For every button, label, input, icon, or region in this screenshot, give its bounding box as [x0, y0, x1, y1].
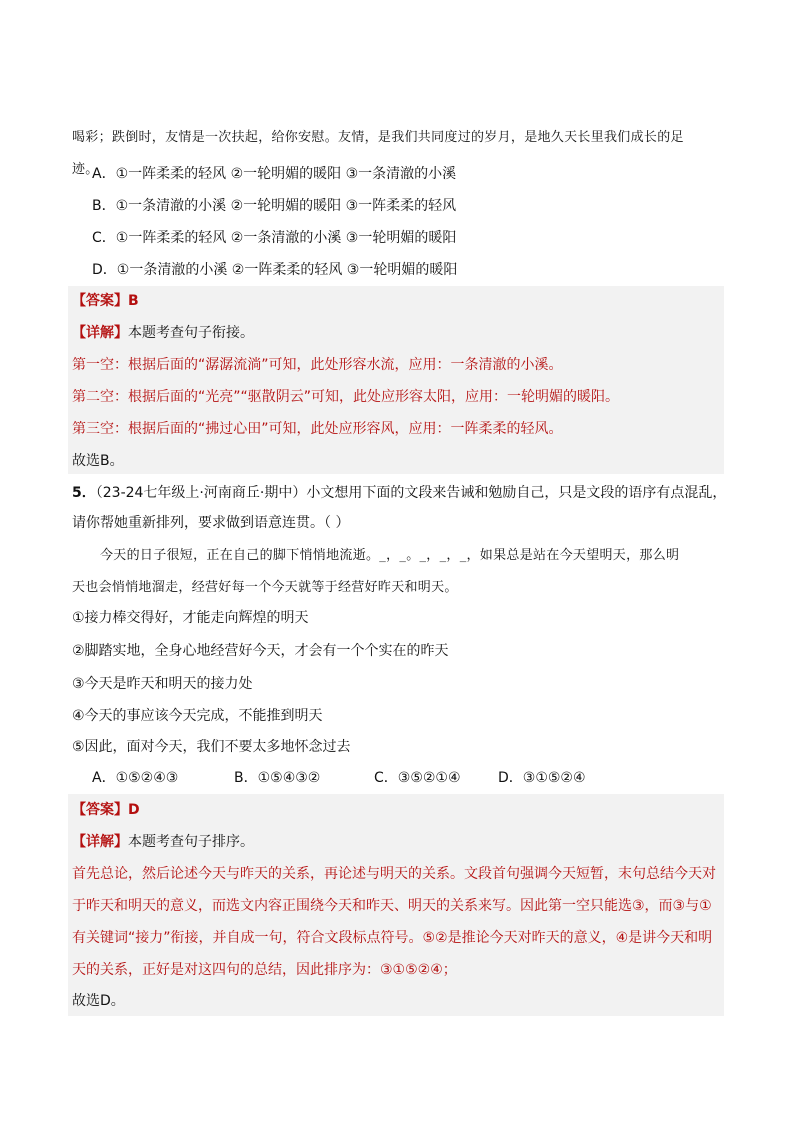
q5-sentence-5: ⑤因此，面对今天，我们不要太多地怀念过去: [72, 739, 351, 755]
q5-option-c: C．③⑤②①④: [374, 770, 461, 786]
q4-answer-block: [68, 286, 724, 474]
q4-detail-line-1: 第一空：根据后面的“潺潺流淌”可知，此处形容水流，应用：一条清澈的小溪。: [72, 357, 563, 373]
detail-label: 【详解】: [72, 325, 128, 341]
q5-option-d: D．③①⑤②④: [498, 770, 586, 786]
detail-intro: 本题考查句子排序。: [128, 834, 254, 850]
q5-detail-line-2: 于昨天和明天的意义，而选文内容正围绕今天和昨天、明天的关系来写。因此第一空只能选③，而③与①: [72, 898, 712, 914]
answer-value: B: [128, 293, 139, 309]
q5-number: 5．: [72, 485, 96, 501]
q5-option-a: A．①⑤②④③: [92, 770, 179, 786]
q5-option-b: B．①⑤④③②: [234, 770, 321, 786]
q4-option-d: D．①一条清澈的小溪 ②一阵柔柔的轻风 ③一轮明媚的暖阳: [92, 262, 458, 278]
detail-intro: 本题考查句子衔接。: [128, 325, 254, 341]
q5-sentence-2: ②脚踏实地，全身心地经营好今天，才会有一个个实在的昨天: [72, 643, 449, 659]
q4-option-a: A．①一阵柔柔的轻风 ②一轮明媚的暖阳 ③一条清澈的小溪: [92, 166, 457, 182]
q4-passage-line-1: 喝彩；跌倒时，友情是一次扶起，给你安慰。友情，是我们共同度过的岁月，是地久天长里我们成长的足: [72, 130, 684, 145]
q4-option-b: B．①一条清澈的小溪 ②一轮明媚的暖阳 ③一阵柔柔的轻风: [92, 198, 457, 214]
q5-sentence-1: ①接力棒交得好，才能走向辉煌的明天: [72, 610, 309, 626]
q5-conclusion: 故选D。: [72, 993, 125, 1009]
q5-passage-line-2: 天也会悄悄地溜走，经营好每一个今天就等于经营好昨天和明天。: [72, 580, 458, 595]
q5-stem-line-2: 请你帮她重新排列，要求做到语意连贯。（ ）: [72, 515, 350, 531]
q4-option-c: C．①一阵柔柔的轻风 ②一条清澈的小溪 ③一轮明媚的暖阳: [92, 230, 457, 246]
q5-answer: [72, 800, 140, 820]
q5-options-row: [92, 768, 586, 788]
q5-detail: [72, 832, 254, 852]
answer-label: 【答案】: [72, 293, 128, 309]
q4-passage-line-2: 迹。: [72, 162, 99, 177]
q4-answer: [72, 291, 139, 311]
q5-detail-line-4: 天的关系，正好是对这四句的总结，因此排序为：③①⑤②④；: [72, 962, 457, 978]
q5-stem-text: （23-24七年级上·河南商丘·期中）小文想用下面的文段来告诫和勉励自己，只是文段的语序有点混乱，: [95, 485, 727, 501]
q5-detail-line-3: 有关键词“接力”衔接，并自成一句，符合文段标点符号。⑤②是推论今天对昨天的意义，④是讲今天和明: [72, 930, 713, 946]
q4-detail: [72, 323, 254, 343]
answer-value: D: [128, 802, 140, 818]
q5-detail-line-1: 首先总论，然后论述今天与昨天的关系，再论述与明天的关系。文段首句强调今天短暂，末句总结今天对: [72, 866, 716, 882]
detail-label: 【详解】: [72, 834, 128, 850]
q5-stem-line-1: [72, 483, 726, 503]
q4-detail-line-2: 第二空：根据后面的“光亮”“驱散阴云”可知，此处应形容太阳，应用：一轮明媚的暖阳。: [72, 389, 620, 405]
q5-sentence-4: ④今天的事应该今天完成，不能推到明天: [72, 708, 323, 724]
q4-conclusion: 故选B。: [72, 453, 124, 469]
q5-sentence-3: ③今天是昨天和明天的接力处: [72, 676, 253, 692]
answer-label: 【答案】: [72, 802, 128, 818]
q4-detail-line-3: 第三空：根据后面的“拂过心田”可知，此处应形容风，应用：一阵柔柔的轻风。: [72, 421, 563, 437]
q5-passage-line-1: 今天的日子很短，正在自己的脚下悄悄地流逝。_，_。_，_，_，如果总是站在今天望明天，那么明: [100, 548, 680, 563]
